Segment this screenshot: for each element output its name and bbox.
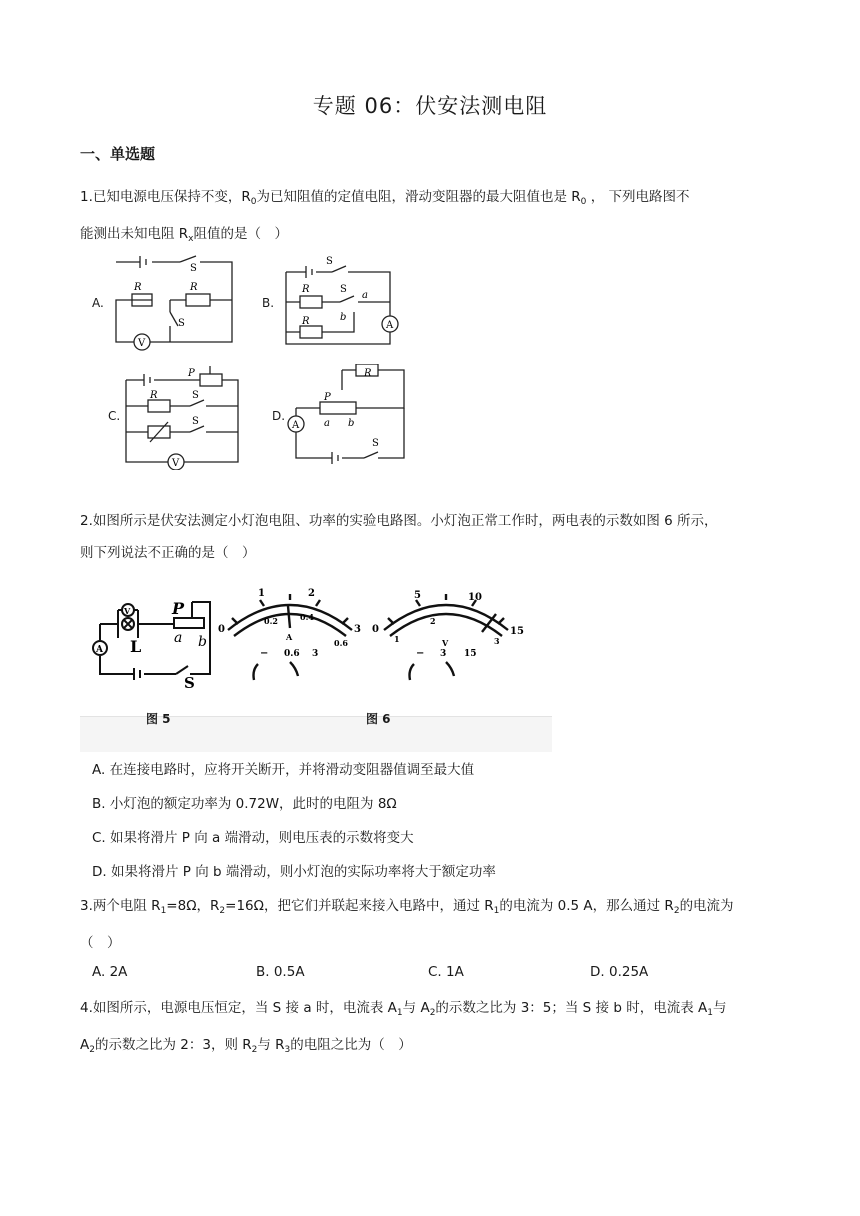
circuit-diagram-a	[108, 252, 238, 354]
q1-option-d-label: D.	[272, 409, 286, 423]
svg-text:P: P	[324, 392, 331, 403]
svg-text:V: V	[138, 338, 146, 349]
svg-text:A: A	[292, 420, 300, 431]
svg-text:2: 2	[430, 616, 436, 626]
svg-text:P: P	[172, 599, 185, 618]
svg-text:V: V	[124, 606, 131, 616]
svg-text:P: P	[188, 368, 195, 379]
page-title: 专题 06：伏安法测电阻	[312, 94, 548, 118]
svg-text:V: V	[442, 638, 449, 648]
q3-option-d: D. 0.25A	[590, 964, 649, 980]
q2-choice-a: A. 在连接电路时，应将开关断开，并将滑动变阻器值调至最大值	[92, 762, 475, 778]
svg-text:R: R	[190, 282, 198, 293]
svg-text:10: 10	[468, 592, 482, 603]
svg-text:1: 1	[258, 588, 265, 599]
q1-option-b-label: B.	[262, 296, 275, 310]
svg-text:S: S	[184, 674, 195, 690]
q3-option-b: B. 0.5A	[256, 964, 305, 980]
svg-text:R: R	[150, 390, 158, 401]
svg-text:V: V	[172, 458, 180, 469]
svg-text:0.2: 0.2	[264, 616, 278, 626]
section-heading: 一、单选题	[80, 145, 156, 163]
svg-text:a: a	[362, 290, 368, 301]
figure-5-circuit	[92, 590, 216, 690]
q2-choice-b: B. 小灯泡的额定功率为 0.72W，此时的电阻为 8Ω	[92, 796, 397, 812]
svg-text:R: R	[364, 368, 372, 379]
question-1-text: 1.已知电源电压保持不变，$R_0$为已知阻值的定值电阻，滑动变阻器的最大阻值也是 $R_0$ ， 下列电路图不 能测出未知电阻 $R_x$阻值的是（ ）	[80, 189, 690, 244]
svg-text:S: S	[340, 284, 347, 295]
q1-option-c-label: C.	[108, 409, 121, 423]
svg-text:R: R	[134, 282, 142, 293]
voltmeter-dial	[370, 584, 530, 684]
question-4-text: 4.如图所示，电源电压恒定，当 S 接 a 时，电流表 $A_1$与 $A_2$的示数之比为 3：5；当 S 接 b 时，电流表 $A_1$与 $A_2$的示数之比为 2：3，则 $R_2$与 $R_3$的电阻之比为（ ）	[80, 1000, 727, 1055]
svg-text:a: a	[174, 630, 183, 646]
q1-option-a-label: A.	[92, 296, 104, 310]
svg-text:15: 15	[510, 626, 524, 637]
svg-text:0.6: 0.6	[284, 649, 300, 659]
svg-text:−: −	[260, 648, 269, 659]
svg-text:−: −	[416, 648, 425, 659]
svg-text:a: a	[324, 418, 330, 429]
svg-text:b: b	[348, 418, 355, 429]
svg-text:5: 5	[414, 590, 421, 601]
svg-text:3: 3	[494, 636, 500, 646]
svg-text:3: 3	[440, 649, 447, 659]
circuit-diagram-d	[286, 364, 416, 470]
svg-text:A: A	[96, 645, 103, 655]
svg-text:R: R	[302, 316, 310, 327]
svg-text:0.6: 0.6	[334, 638, 348, 648]
svg-text:15: 15	[464, 649, 477, 659]
svg-text:0.4: 0.4	[300, 612, 314, 622]
svg-text:S: S	[192, 416, 199, 427]
svg-text:b: b	[198, 634, 207, 650]
q3-option-c: C. 1A	[428, 964, 464, 980]
svg-text:S: S	[326, 256, 333, 267]
svg-text:S: S	[192, 390, 199, 401]
figure-6-caption: 图 6	[366, 712, 391, 726]
svg-text:R: R	[302, 284, 310, 295]
svg-text:1: 1	[394, 634, 400, 644]
question-3-text: 3.两个电阻 $R_1=8\Omega$，$R_2=16\Omega$，把它们并联起来接入电路中，通过 $R_1$的电流为 0.5 A，那么通过 $R_2$的电流为 （ ）	[80, 898, 734, 951]
question-2-text: 2.如图所示是伏安法测定小灯泡电阻、功率的实验电路图。小灯泡正常工作时，两电表的示数如图 6 所示， 则下列说法不正确的是（ ）	[80, 513, 718, 561]
svg-text:b: b	[340, 312, 347, 323]
svg-text:A: A	[286, 632, 293, 642]
circuit-diagram-c	[118, 364, 248, 470]
q3-option-a: A. 2A	[92, 964, 128, 980]
q2-choice-d: D. 如果将滑片 P 向 b 端滑动，则小灯泡的实际功率将大于额定功率	[92, 864, 496, 880]
svg-text:S: S	[178, 318, 185, 329]
q2-choice-c: C. 如果将滑片 P 向 a 端滑动，则电压表的示数将变大	[92, 830, 414, 846]
ammeter-dial	[214, 584, 366, 684]
svg-text:3: 3	[312, 649, 319, 659]
svg-text:S: S	[190, 263, 197, 274]
circuit-diagram-b	[278, 252, 408, 354]
svg-text:3: 3	[354, 624, 361, 635]
svg-text:0: 0	[218, 624, 225, 635]
svg-text:A: A	[386, 320, 394, 331]
figure-5-caption: 图 5	[146, 712, 171, 726]
svg-text:0: 0	[372, 624, 379, 635]
svg-text:2: 2	[308, 588, 315, 599]
svg-text:L: L	[130, 637, 142, 656]
svg-text:S: S	[372, 438, 379, 449]
